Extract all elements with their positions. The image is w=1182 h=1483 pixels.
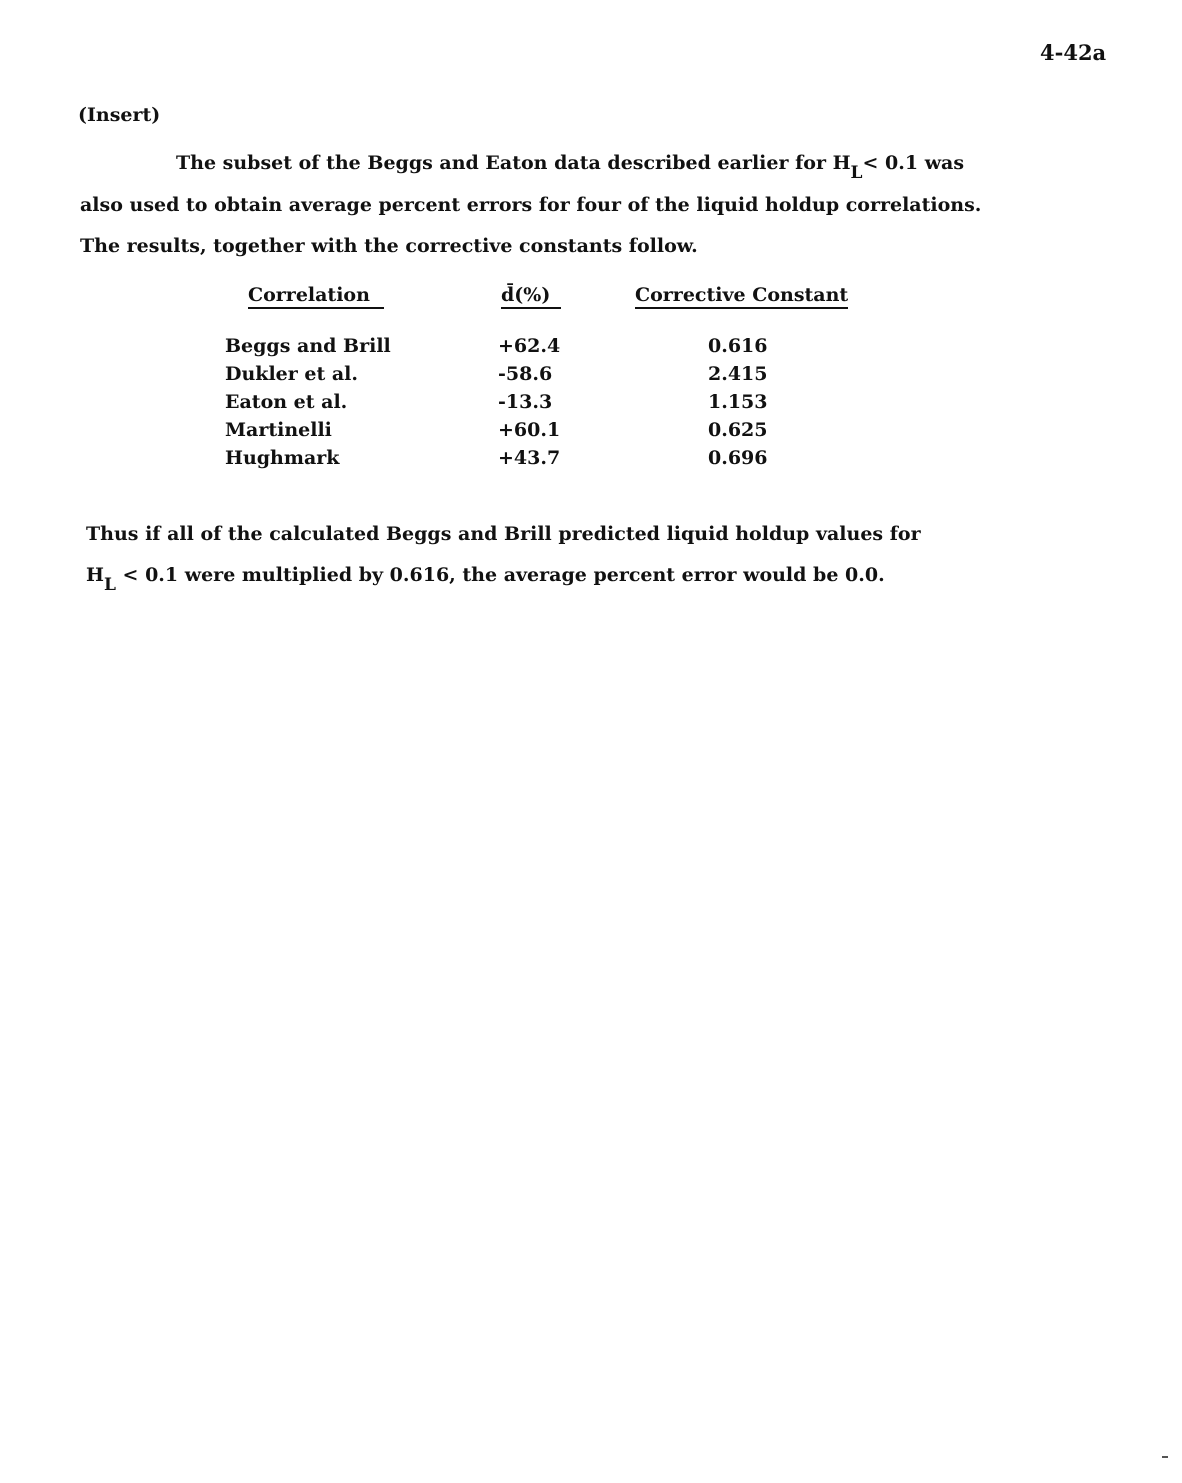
intro-line-1-text: The subset of the Beggs and Eaton data described earlier for H: [176, 152, 851, 174]
subscript-l: L: [850, 163, 863, 183]
cell-constant: 0.696: [708, 447, 768, 469]
intro-paragraph: [80, 143, 1040, 267]
conclusion-line-2: [86, 555, 1046, 597]
scan-speck: [1162, 1456, 1168, 1458]
table-row: [225, 332, 865, 360]
cell-correlation: Eaton et al.: [225, 391, 348, 413]
subscript-l: L: [103, 575, 116, 595]
conclusion-line-2-text: < 0.1 were multiplied by 0.616, the average percent error would be 0.0.: [122, 564, 885, 586]
cell-constant: 0.625: [708, 419, 768, 441]
intro-line-1-tail: < 0.1 was: [862, 152, 965, 174]
insert-label: (Insert): [78, 104, 161, 126]
table-row: [225, 416, 865, 444]
intro-line-1: [80, 143, 1040, 185]
cell-d-percent: +62.4: [498, 335, 561, 357]
cell-d-percent: +60.1: [498, 419, 561, 441]
table-row: [225, 388, 865, 416]
cell-correlation: Martinelli: [225, 419, 332, 441]
conclusion-paragraph: [86, 514, 1046, 597]
cell-constant: 2.415: [708, 363, 768, 385]
table-body: [225, 332, 865, 472]
table-row: [225, 360, 865, 388]
header-correlation: Correlation: [248, 284, 384, 309]
intro-line-3: The results, together with the corrective constants follow.: [80, 235, 698, 257]
page-number: 4-42a: [1040, 40, 1107, 65]
intro-line-2: also used to obtain average percent errors for four of the liquid holdup correlations.: [80, 194, 982, 216]
cell-constant: 0.616: [708, 335, 768, 357]
table-row: [225, 444, 865, 472]
cell-correlation: Hughmark: [225, 447, 340, 469]
cell-d-percent: +43.7: [498, 447, 561, 469]
cell-correlation: Beggs and Brill: [225, 335, 391, 357]
cell-d-percent: -58.6: [498, 363, 553, 385]
header-d-percent: d̄(%): [501, 284, 561, 309]
conclusion-line-1: Thus if all of the calculated Beggs and Brill predicted liquid holdup values for: [86, 523, 921, 545]
cell-constant: 1.153: [708, 391, 768, 413]
symbol-h: H: [86, 564, 104, 586]
cell-d-percent: -13.3: [498, 391, 553, 413]
header-corrective-constant: Corrective Constant: [635, 284, 848, 309]
cell-correlation: Dukler et al.: [225, 363, 359, 385]
